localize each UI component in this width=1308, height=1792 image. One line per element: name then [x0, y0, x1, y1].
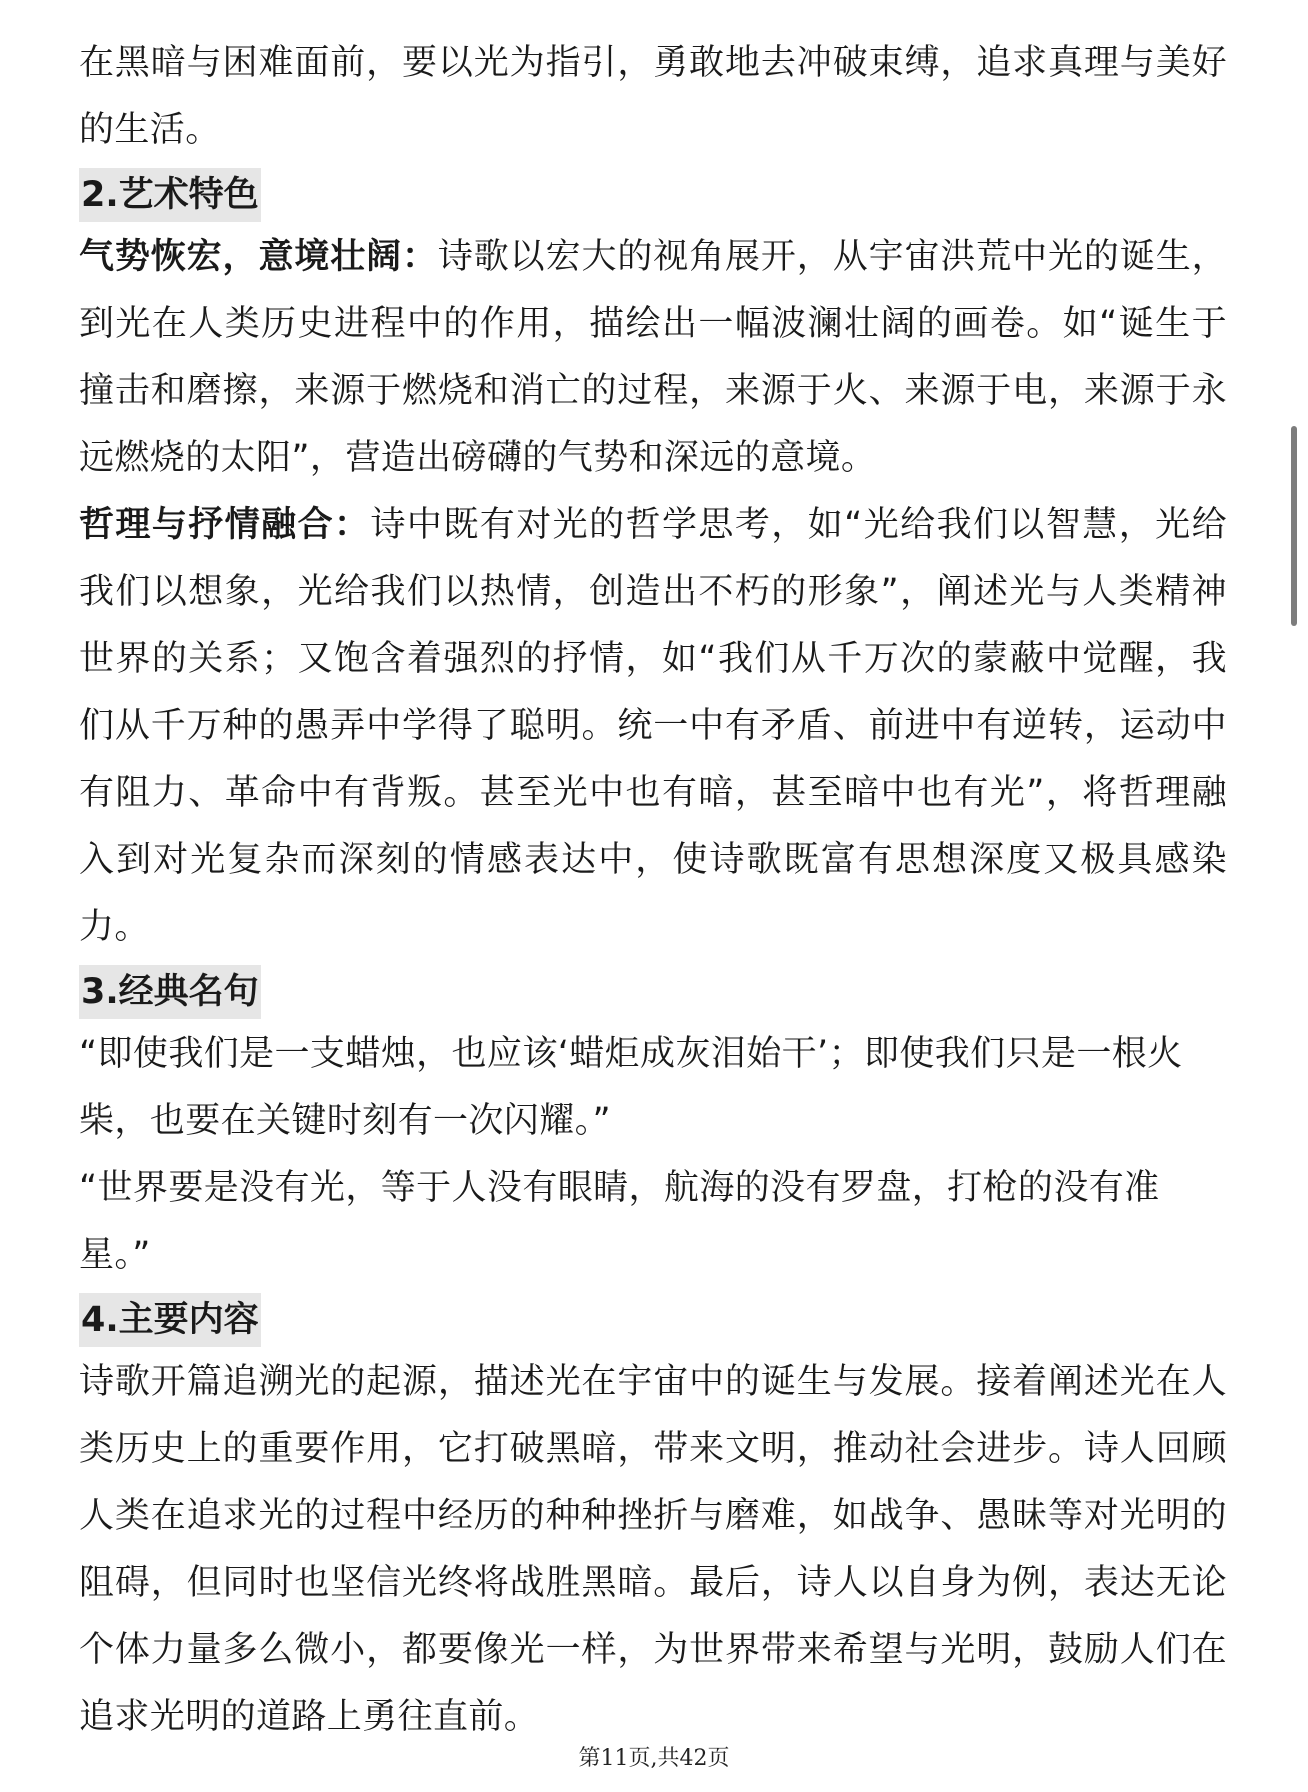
document-page: [79, 30, 1227, 1751]
section-heading-main-content: [79, 1291, 1227, 1349]
art-feature-paragraph-1: [79, 224, 1227, 492]
art-feature-lead-2: 哲理与抒情融合：: [79, 505, 371, 545]
art-feature-text-2: 诗中既有对光的哲学思考，如“光给我们以智慧，光给我们以想象，光给我们以热情，创造出不朽的形象”，阐述光与人类精神世界的关系；又饱含着强烈的抒情，如“我们从千万次的蒙蔽中觉醒，我们从千万种的愚弄中学得了聪明。统一中有矛盾、前进中有逆转，运动中有阻力、革命中有背叛。甚至光中也有暗，甚至暗中也有光”，将哲理融入到对光复杂而深刻的情感表达中，使诗歌既富有思想深度又极具感染力。: [79, 505, 1228, 947]
art-feature-lead-1: 气势恢宏，意境壮阔：: [79, 237, 438, 277]
art-feature-paragraph-2: [79, 492, 1227, 961]
classic-quote-2: “世界要是没有光，等于人没有眼睛，航海的没有罗盘，打枪的没有准星。”: [79, 1168, 1160, 1275]
vertical-scrollbar[interactable]: [1291, 426, 1297, 626]
section-heading-label: 4.主要内容: [79, 1293, 261, 1347]
section-heading-label: 3.经典名句: [79, 965, 261, 1019]
classic-quote-1: “即使我们是一支蜡烛，也应该‘蜡炬成灰泪始干’；即使我们只是一根火柴，也要在关键时刻有一次闪耀。”: [79, 1034, 1183, 1141]
section-heading-art-features: [79, 166, 1227, 224]
art-feature-text-1: 诗歌以宏大的视角展开，从宇宙洪荒中光的诞生，到光在人类历史进程中的作用，描绘出一幅波澜壮阔的画卷。如“诞生于撞击和磨擦，来源于燃烧和消亡的过程，来源于火、来源于电，来源于永远燃烧的太阳”，营造出磅礴的气势和深远的意境。: [79, 237, 1227, 478]
section-heading-label: 2.艺术特色: [79, 168, 261, 222]
main-content-paragraph: 诗歌开篇追溯光的起源，描述光在宇宙中的诞生与发展。接着阐述光在人类历史上的重要作用，它打破黑暗，带来文明，推动社会进步。诗人回顾人类在追求光的过程中经历的种种挫折与磨难，如战争、愚昧等对光明的阻碍，但同时也坚信光终将战胜黑暗。最后，诗人以自身为例，表达无论个体力量多么微小，都要像光一样，为世界带来希望与光明，鼓励人们在追求光明的道路上勇往直前。: [79, 1362, 1227, 1737]
intro-paragraph: 在黑暗与困难面前，要以光为指引，勇敢地去冲破束缚，追求真理与美好的生活。: [79, 43, 1227, 150]
section-heading-classic-quotes: [79, 963, 1227, 1021]
page-number: 第11页,共42页: [578, 1746, 730, 1771]
